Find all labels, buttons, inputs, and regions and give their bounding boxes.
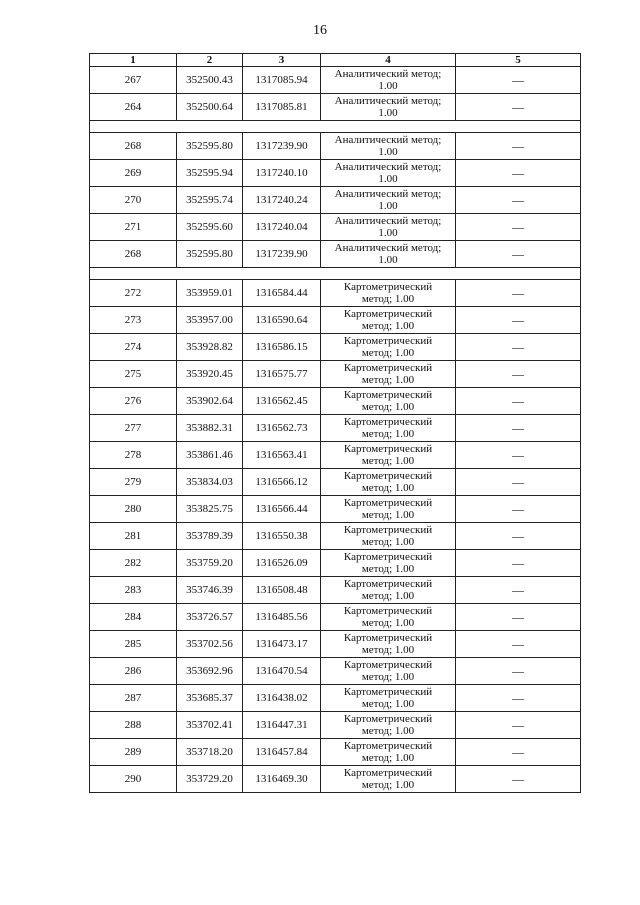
page-number: 16	[313, 23, 327, 38]
coordinate-x-cell: 353746.39	[177, 577, 243, 604]
coordinate-y-cell: 1317085.94	[243, 67, 321, 94]
method-cell: Картометрический метод; 1.00	[321, 523, 456, 550]
point-number-cell: 273	[90, 307, 177, 334]
method-cell: Картометрический метод; 1.00	[321, 712, 456, 739]
note-cell: —	[456, 496, 581, 523]
note-cell: —	[456, 469, 581, 496]
table-row	[90, 712, 581, 739]
note-cell: —	[456, 415, 581, 442]
point-number-cell: 278	[90, 442, 177, 469]
method-cell: Картометрический метод; 1.00	[321, 280, 456, 307]
coordinate-x-cell: 353825.75	[177, 496, 243, 523]
coordinate-x-cell: 352595.74	[177, 187, 243, 214]
note-cell: —	[456, 523, 581, 550]
note-cell: —	[456, 67, 581, 94]
note-cell: —	[456, 712, 581, 739]
coordinate-x-cell: 353759.20	[177, 550, 243, 577]
method-cell: Аналитический метод; 1.00	[321, 187, 456, 214]
table-row	[90, 658, 581, 685]
table-row	[90, 739, 581, 766]
point-number-cell: 267	[90, 67, 177, 94]
table-row	[90, 67, 581, 94]
coordinate-y-cell: 1316526.09	[243, 550, 321, 577]
coordinate-x-cell: 353957.00	[177, 307, 243, 334]
table-row	[90, 415, 581, 442]
coordinate-x-cell: 353718.20	[177, 739, 243, 766]
coordinate-y-cell: 1316590.64	[243, 307, 321, 334]
table-row	[90, 631, 581, 658]
table-row	[90, 361, 581, 388]
table-header-row	[90, 54, 581, 67]
coordinate-y-cell: 1316586.15	[243, 334, 321, 361]
table-row	[90, 187, 581, 214]
table-row	[90, 214, 581, 241]
point-number-cell: 271	[90, 214, 177, 241]
coordinate-y-cell: 1317240.24	[243, 187, 321, 214]
note-cell: —	[456, 550, 581, 577]
table-row	[90, 241, 581, 268]
coordinate-y-cell: 1316457.84	[243, 739, 321, 766]
table-row	[90, 496, 581, 523]
point-number-cell: 270	[90, 187, 177, 214]
point-number-cell: 268	[90, 241, 177, 268]
coordinate-y-cell: 1316563.41	[243, 442, 321, 469]
table-row	[90, 307, 581, 334]
coordinate-x-cell: 353902.64	[177, 388, 243, 415]
coordinate-y-cell: 1316469.30	[243, 766, 321, 793]
method-cell: Аналитический метод; 1.00	[321, 133, 456, 160]
column-header-2: 2	[177, 54, 243, 67]
coordinate-y-cell: 1316470.54	[243, 658, 321, 685]
point-number-cell: 282	[90, 550, 177, 577]
note-cell: —	[456, 388, 581, 415]
method-cell: Картометрический метод; 1.00	[321, 550, 456, 577]
column-header-1: 1	[90, 54, 177, 67]
note-cell: —	[456, 766, 581, 793]
coordinate-x-cell: 353920.45	[177, 361, 243, 388]
point-number-cell: 279	[90, 469, 177, 496]
method-cell: Картометрический метод; 1.00	[321, 604, 456, 631]
coordinate-x-cell: 353882.31	[177, 415, 243, 442]
point-number-cell: 276	[90, 388, 177, 415]
table-body	[90, 67, 581, 793]
note-cell: —	[456, 658, 581, 685]
method-cell: Картометрический метод; 1.00	[321, 307, 456, 334]
point-number-cell: 288	[90, 712, 177, 739]
coordinate-y-cell: 1316562.73	[243, 415, 321, 442]
point-number-cell: 283	[90, 577, 177, 604]
table-row	[90, 550, 581, 577]
coordinate-y-cell: 1316566.12	[243, 469, 321, 496]
table-row	[90, 133, 581, 160]
group-separator-row	[90, 268, 581, 280]
coordinate-x-cell: 353789.39	[177, 523, 243, 550]
coordinate-x-cell: 352595.60	[177, 214, 243, 241]
coordinate-y-cell: 1316508.48	[243, 577, 321, 604]
table-row	[90, 442, 581, 469]
note-cell: —	[456, 214, 581, 241]
method-cell: Аналитический метод; 1.00	[321, 67, 456, 94]
coordinate-y-cell: 1317240.10	[243, 160, 321, 187]
note-cell: —	[456, 604, 581, 631]
coordinate-x-cell: 352595.80	[177, 241, 243, 268]
point-number-cell: 287	[90, 685, 177, 712]
point-number-cell: 275	[90, 361, 177, 388]
coordinate-y-cell: 1316575.77	[243, 361, 321, 388]
coordinate-x-cell: 352500.64	[177, 94, 243, 121]
note-cell: —	[456, 739, 581, 766]
note-cell: —	[456, 442, 581, 469]
coordinate-y-cell: 1316550.38	[243, 523, 321, 550]
point-number-cell: 274	[90, 334, 177, 361]
point-number-cell: 289	[90, 739, 177, 766]
method-cell: Картометрический метод; 1.00	[321, 334, 456, 361]
method-cell: Картометрический метод; 1.00	[321, 685, 456, 712]
note-cell: —	[456, 577, 581, 604]
point-number-cell: 284	[90, 604, 177, 631]
point-number-cell: 290	[90, 766, 177, 793]
note-cell: —	[456, 685, 581, 712]
point-number-cell: 277	[90, 415, 177, 442]
note-cell: —	[456, 307, 581, 334]
method-cell: Картометрический метод; 1.00	[321, 496, 456, 523]
point-number-cell: 281	[90, 523, 177, 550]
coordinate-x-cell: 352595.94	[177, 160, 243, 187]
coordinate-x-cell: 353729.20	[177, 766, 243, 793]
coordinate-x-cell: 352500.43	[177, 67, 243, 94]
method-cell: Картометрический метод; 1.00	[321, 739, 456, 766]
point-number-cell: 264	[90, 94, 177, 121]
table-row	[90, 685, 581, 712]
table-row	[90, 160, 581, 187]
coordinate-y-cell: 1317240.04	[243, 214, 321, 241]
note-cell: —	[456, 241, 581, 268]
method-cell: Картометрический метод; 1.00	[321, 469, 456, 496]
point-number-cell: 286	[90, 658, 177, 685]
coordinate-y-cell: 1316485.56	[243, 604, 321, 631]
coordinate-y-cell: 1316584.44	[243, 280, 321, 307]
coordinate-y-cell: 1317239.90	[243, 241, 321, 268]
table-row	[90, 388, 581, 415]
point-number-cell: 269	[90, 160, 177, 187]
table-row	[90, 280, 581, 307]
coordinate-y-cell: 1316473.17	[243, 631, 321, 658]
coordinate-y-cell: 1316438.02	[243, 685, 321, 712]
coordinate-y-cell: 1316566.44	[243, 496, 321, 523]
method-cell: Картометрический метод; 1.00	[321, 442, 456, 469]
method-cell: Картометрический метод; 1.00	[321, 415, 456, 442]
note-cell: —	[456, 280, 581, 307]
coordinate-y-cell: 1317239.90	[243, 133, 321, 160]
coordinate-x-cell: 353726.57	[177, 604, 243, 631]
coordinate-x-cell: 353834.03	[177, 469, 243, 496]
coordinate-x-cell: 353685.37	[177, 685, 243, 712]
method-cell: Картометрический метод; 1.00	[321, 766, 456, 793]
coordinate-x-cell: 353928.82	[177, 334, 243, 361]
column-header-3: 3	[243, 54, 321, 67]
coordinates-table	[89, 53, 581, 793]
method-cell: Картометрический метод; 1.00	[321, 577, 456, 604]
table-row	[90, 523, 581, 550]
note-cell: —	[456, 160, 581, 187]
coordinate-x-cell: 353692.96	[177, 658, 243, 685]
table-row	[90, 604, 581, 631]
point-number-cell: 268	[90, 133, 177, 160]
method-cell: Аналитический метод; 1.00	[321, 214, 456, 241]
note-cell: —	[456, 334, 581, 361]
note-cell: —	[456, 133, 581, 160]
table-row	[90, 94, 581, 121]
method-cell: Картометрический метод; 1.00	[321, 388, 456, 415]
coordinate-y-cell: 1316447.31	[243, 712, 321, 739]
method-cell: Картометрический метод; 1.00	[321, 631, 456, 658]
table-row	[90, 469, 581, 496]
coordinate-x-cell: 353861.46	[177, 442, 243, 469]
method-cell: Картометрический метод; 1.00	[321, 658, 456, 685]
note-cell: —	[456, 187, 581, 214]
method-cell: Аналитический метод; 1.00	[321, 94, 456, 121]
method-cell: Картометрический метод; 1.00	[321, 361, 456, 388]
table-row	[90, 766, 581, 793]
column-header-4: 4	[321, 54, 456, 67]
coordinate-x-cell: 353702.41	[177, 712, 243, 739]
group-separator-cell	[90, 268, 581, 280]
coordinate-x-cell: 353702.56	[177, 631, 243, 658]
coordinate-x-cell: 352595.80	[177, 133, 243, 160]
point-number-cell: 272	[90, 280, 177, 307]
method-cell: Аналитический метод; 1.00	[321, 160, 456, 187]
coordinate-y-cell: 1317085.81	[243, 94, 321, 121]
coordinate-x-cell: 353959.01	[177, 280, 243, 307]
point-number-cell: 285	[90, 631, 177, 658]
column-header-5: 5	[456, 54, 581, 67]
group-separator-row	[90, 121, 581, 133]
group-separator-cell	[90, 121, 581, 133]
method-cell: Аналитический метод; 1.00	[321, 241, 456, 268]
table-row	[90, 577, 581, 604]
note-cell: —	[456, 361, 581, 388]
note-cell: —	[456, 631, 581, 658]
note-cell: —	[456, 94, 581, 121]
point-number-cell: 280	[90, 496, 177, 523]
table-row	[90, 334, 581, 361]
coordinate-y-cell: 1316562.45	[243, 388, 321, 415]
